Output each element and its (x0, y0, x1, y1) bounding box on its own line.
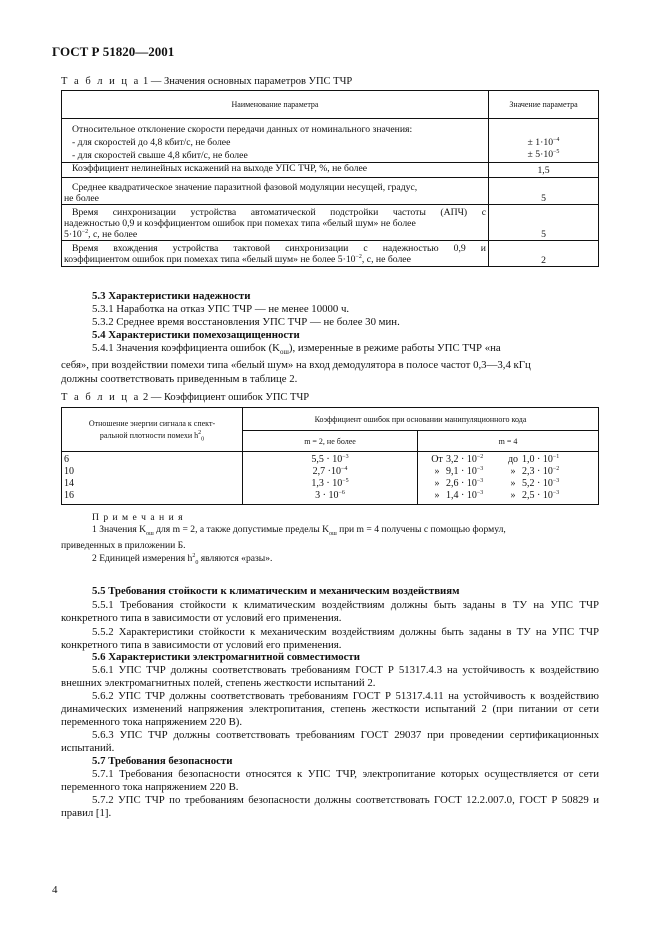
para-5-4-1-l3: должны соответствовать приведенным в таблице 2. (61, 372, 298, 385)
table1-row3-value: 5 (489, 178, 599, 205)
m4-row (428, 478, 596, 490)
m4-a-exp: −3 (476, 478, 484, 484)
note1-b: для m = 2, а также допустимые пределы K (153, 523, 330, 535)
row5-line2a: коэффициентом ошибок при помехах типа «белый шум» не более 5·10 (64, 254, 356, 265)
m2-exp: −6 (338, 490, 345, 496)
row4-line3b: , с, не более (88, 229, 138, 240)
note1-sub: ош (146, 530, 154, 537)
m4-a: 9,1 · 10 (446, 466, 477, 477)
table2-snr-col (62, 452, 243, 505)
para-5-4-1-b: ), измеренные в режиме работы УПС ТЧР «на (288, 342, 501, 354)
m4-row (428, 466, 596, 478)
row1-a-exp: −4 (553, 137, 560, 143)
section-5-5-title: 5.5 Требования стойкости к климатическим и механическим воздействиям (92, 585, 460, 597)
para-5-4-1 (61, 342, 599, 386)
table1-col1-header: Наименование параметра (62, 91, 489, 119)
section-5-7-title: 5.7 Требования безопасности (92, 755, 233, 767)
m4-a: 3,2 · 10 (446, 454, 477, 465)
snr-value: 10 (64, 466, 74, 477)
row4-line3-exp: −2 (81, 229, 89, 235)
note2-a: 2 Единицей измерения h (92, 553, 193, 565)
row5-line1: Время вхождения устройства тактовой синхронизации с надежностью 0,9 и (72, 243, 486, 254)
para-5-3-2: 5.3.2 Среднее время восстановления УПС ТЧР — не более 30 мин. (92, 316, 400, 328)
para-5-5-2: 5.5.2 Характеристики стойкости к механическим воздействиям должны быть заданы в ТУ на УПС ТЧР конкретного типа в зависимости от условий его применения. (61, 626, 599, 652)
table1-row2-value: 1,5 (489, 163, 599, 178)
row1-a-val: ± 1·10 (527, 137, 554, 148)
note2-b: являются «разы». (198, 553, 273, 565)
table2-body-row (62, 452, 599, 505)
para-5-7-1: 5.7.1 Требования безопасности относятся к УПС ТЧР, электропитание которых осуществляется от сети переменного тока напряжением 220 В. (61, 768, 599, 794)
m2-value: 5,5 · 10 (311, 454, 343, 465)
col1-header-l1: Отношение энергии сигнала к спект- (88, 418, 216, 428)
m4-a-exp: −2 (476, 454, 484, 460)
table1-header-row (62, 91, 599, 119)
para-5-6-1: 5.6.1 УПС ТЧР должны соответствовать требованиям ГОСТ Р 51317.4.3 на устойчивость к воздействию внешних электромагнитных полей, степень жесткости испытаний 2. (61, 664, 599, 690)
table1-row1-value (489, 119, 599, 163)
snr-value: 16 (64, 490, 74, 501)
para-5-7-2: 5.7.2 УПС ТЧР по требованиям безопасности должны соответствовать ГОСТ 12.2.007.0, ГОСТ Р 50829 и правил [1]. (61, 794, 599, 820)
table1-row1-name (62, 119, 489, 163)
m4-mid: » (510, 466, 516, 477)
document-header: ГОСТ Р 51820—2001 (52, 44, 175, 59)
row5-line2 (64, 254, 486, 265)
table1-row4-value: 5 (489, 205, 599, 241)
m4-b-exp: −3 (552, 490, 560, 496)
m4-b-exp: −1 (552, 454, 560, 460)
row3-line1: Среднее квадратическое значение паразитной фазовой модуляции несущей, градус, (72, 182, 418, 193)
row1-intro: Относительное отклонение скорости передачи данных от номинального значения: (72, 124, 413, 135)
table1-caption-text: 1 — Значения основных параметров УПС ТЧР (142, 76, 353, 87)
m4-mid: до (507, 454, 519, 465)
table1-caption (61, 76, 352, 87)
table1-row (62, 178, 599, 205)
note1-c: при m = 4 получены с помощью формул, (336, 523, 506, 535)
table1-row4-name (62, 205, 489, 241)
m4-a-exp: −3 (476, 466, 484, 472)
m2-exp: −5 (342, 478, 349, 484)
table1-row (62, 241, 599, 267)
m4-a-exp: −3 (476, 490, 484, 496)
m2-exp: −3 (342, 454, 349, 460)
row1-b-val: ± 5·10 (527, 149, 554, 160)
para-5-6-2: 5.6.2 УПС ТЧР должны соответствовать требованиям ГОСТ Р 51317.4.11 на устойчивость к воздействию динамических изменений напряжения электропитания, степень жесткости испытаний 2 (при питании от сети переменного тока напряжением 220 В). (61, 690, 599, 729)
table1-row3-name (62, 178, 489, 205)
m4-a: 1,4 · 10 (446, 490, 477, 501)
m4-row (428, 490, 596, 502)
table2-sub2: m = 4 (418, 431, 599, 452)
para-5-4-1-l2: себя», при воздействии помехи типа «белый шум» на вход демодулятора в полосе частот 0,3—3,4 кГц (61, 359, 531, 372)
table2 (61, 407, 599, 505)
m2-value: 1,3 · 10 (311, 478, 343, 489)
row1-a: - для скоростей до 4,8 кбит/с, не более (72, 137, 231, 148)
table2-header-row (62, 408, 599, 431)
m4-b: 1,0 · 10 (522, 454, 553, 465)
table1-row (62, 119, 599, 163)
row1-b: - для скоростей свыше 4,8 кбит/с, не более (72, 150, 248, 161)
row4-line3a: 5·10 (64, 229, 82, 240)
note1-a: 1 Значения K (92, 523, 147, 535)
row3-line2: не более (64, 193, 99, 204)
m4-b-exp: −2 (552, 466, 560, 472)
m4-row (428, 454, 596, 466)
table2-caption-text: 2 — Коэффициент ошибок УПС ТЧР (142, 392, 310, 403)
m4-b: 2,3 · 10 (522, 466, 553, 477)
table1-row5-name (62, 241, 489, 267)
section-5-6-title: 5.6 Характеристики электромагнитной совместимости (92, 651, 360, 663)
m4-b-exp: −3 (552, 478, 560, 484)
table1 (61, 90, 599, 267)
table1-row (62, 163, 599, 178)
m4-prefix: » (434, 490, 440, 501)
table1-col2-header: Значение параметра (489, 91, 599, 119)
m2-value: 2,7 ·10 (312, 466, 341, 477)
row1-b-exp: −5 (553, 149, 560, 155)
table1-row (62, 205, 599, 241)
snr-value: 14 (64, 478, 74, 489)
table2-notes: П р и м е ч а н и я 1 Значения $K_{ош}$ для m = 2, а также допустимые пределы $K_{ош}$ при m = 4 получены с помощью формул, приведенных в приложении Б. 2 Единицей измерения $h^2_0$ являются «разы». (61, 512, 599, 570)
row4-line3 (64, 229, 486, 240)
table2-group-header: Коэффициент ошибок при основании манипуляционного кода (243, 408, 599, 431)
note1-sub2: ош (329, 530, 337, 537)
row4-line2: надежностью 0,9 и коэффициентом ошибок при помехах типа «белый шум» не более (64, 218, 416, 229)
page-number: 4 (52, 884, 58, 896)
row5-line2b: , с, не более (361, 254, 411, 265)
para-5-4-1-a: 5.4.1 Значения коэффициента ошибок (K (92, 342, 280, 354)
table2-col1-header: Отношение энергии сигнала к спект- ральной плотности помехи $h^2_0$ (62, 408, 243, 452)
section-5-3-title: 5.3 Характеристики надежности (92, 290, 251, 302)
table2-m4-col (418, 452, 599, 505)
para-5-4-1-sub: ош (279, 348, 289, 357)
m4-mid: » (510, 490, 516, 501)
m4-prefix: » (434, 466, 440, 477)
row5-line2-exp: −2 (355, 254, 362, 260)
m4-prefix: » (434, 478, 440, 489)
para-5-6-3: 5.6.3 УПС ТЧР должны соответствовать требованиям ГОСТ 29037 при проведении сертификационных испытаний. (61, 729, 599, 755)
m4-mid: » (510, 478, 516, 489)
section-5-4-title: 5.4 Характеристики помехозащищенности (92, 329, 300, 341)
snr-value: 6 (64, 454, 69, 465)
m4-b: 2,5 · 10 (522, 490, 553, 501)
table2-sub1: m = 2, не более (243, 431, 418, 452)
row4-line1: Время синхронизации устройства автоматической подстройки частоты (АПЧ) с (72, 207, 486, 218)
table1-row2-name: Коэффициент нелинейных искажений на выходе УПС ТЧР, %, не более (62, 163, 489, 178)
m4-a: 2,6 · 10 (446, 478, 477, 489)
table2-m2-col (243, 452, 418, 505)
notes-title: П р и м е ч а н и я (92, 512, 184, 523)
table1-row5-value: 2 (489, 241, 599, 267)
m2-value: 3 · 10 (315, 490, 339, 501)
note1-l2: приведенных в приложении Б. (61, 539, 186, 551)
col1-header-l2: ральной плотности помехи h (99, 430, 199, 440)
table1-caption-prefix: Т а б л и ц а (61, 76, 141, 87)
table2-caption (61, 392, 309, 403)
m2-exp: −4 (340, 466, 348, 472)
m4-b: 5,2 · 10 (522, 478, 553, 489)
m4-prefix: От (431, 454, 443, 465)
para-5-3-1: 5.3.1 Наработка на отказ УПС ТЧР — не менее 10000 ч. (92, 303, 350, 315)
table2-caption-prefix: Т а б л и ц а (61, 392, 141, 403)
para-5-5-1: 5.5.1 Требования стойкости к климатическим воздействиям должны быть заданы в ТУ на УПС ТЧР конкретного типа в зависимости от условий его применения. (61, 599, 599, 625)
